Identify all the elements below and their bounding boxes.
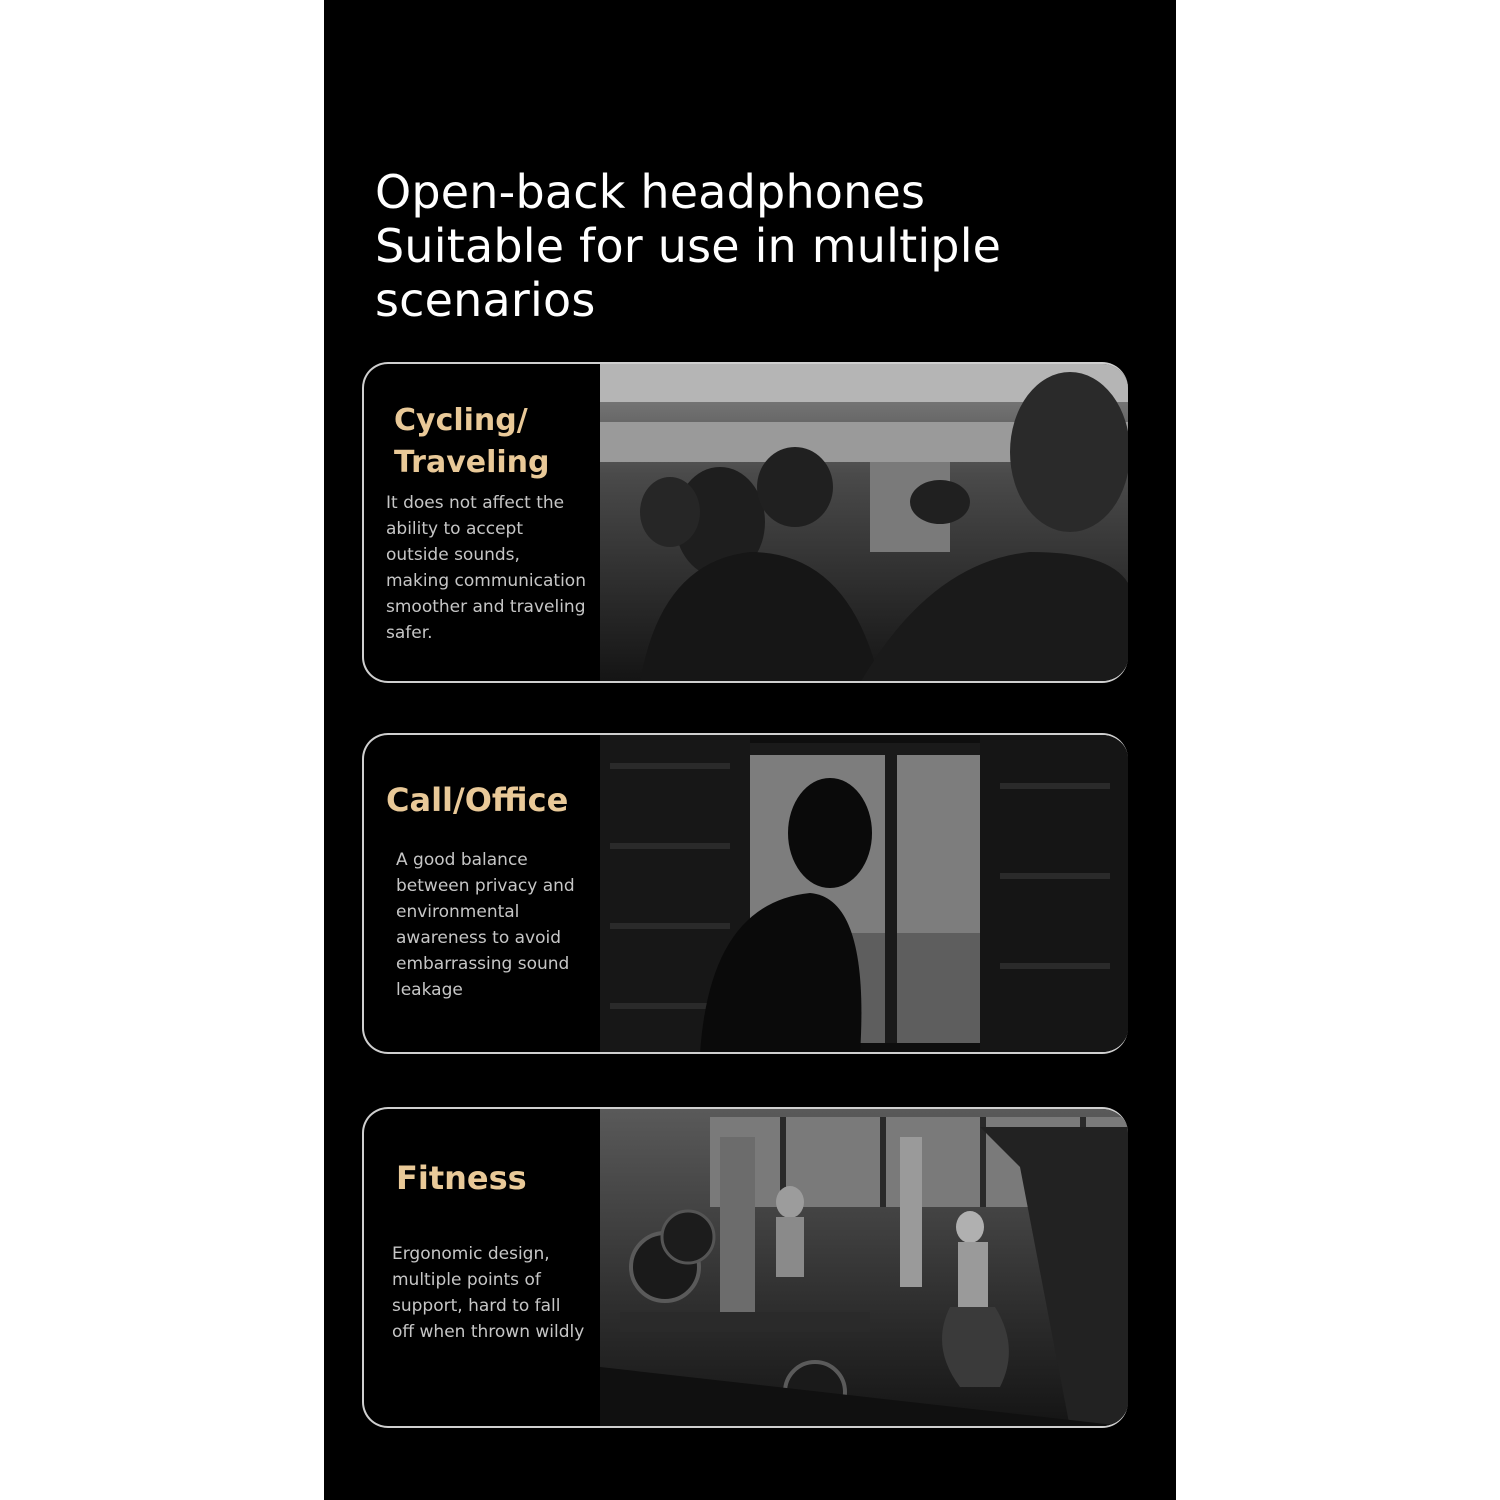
card-title (394, 400, 550, 484)
headline (375, 165, 1135, 327)
desc-line: outside sounds, (386, 545, 520, 565)
card-title (396, 1157, 527, 1199)
desc-line: leakage (396, 980, 463, 1000)
card-description (386, 490, 596, 646)
card-text (364, 364, 600, 681)
headline-line-1: Open-back headphones (375, 164, 926, 219)
desc-line: awareness to avoid (396, 928, 562, 948)
card-title-line-2: Traveling (394, 445, 550, 480)
content-panel (324, 0, 1176, 1500)
card-title-line-1: Fitness (396, 1159, 527, 1197)
card-text (364, 1109, 600, 1426)
desc-line: It does not affect the (386, 493, 565, 513)
headline-line-2: Suitable for use in multiple (375, 218, 1002, 273)
desc-line: embarrassing sound (396, 954, 570, 974)
man-in-office-by-window-photo (600, 733, 1128, 1054)
scenario-card-call-office (362, 733, 1128, 1054)
commuters-on-train-photo (600, 362, 1128, 683)
card-title-line-1: Call/Office (386, 781, 569, 819)
desc-line: safer. (386, 623, 433, 643)
desc-line: multiple points of (392, 1270, 541, 1290)
card-description (392, 1241, 602, 1345)
card-text (364, 735, 600, 1052)
gym-workout-photo (600, 1107, 1128, 1428)
scenario-card-cycling-traveling (362, 362, 1128, 683)
scenario-card-fitness (362, 1107, 1128, 1428)
desc-line: making communication (386, 571, 586, 591)
card-description (396, 847, 606, 1003)
desc-line: Ergonomic design, (392, 1244, 550, 1264)
card-title (386, 779, 568, 821)
desc-line: environmental (396, 902, 520, 922)
card-title-line-1: Cycling/ (394, 403, 528, 438)
headline-line-3: scenarios (375, 272, 596, 327)
desc-line: between privacy and (396, 876, 575, 896)
desc-line: off when thrown wildly (392, 1322, 585, 1342)
desc-line: smoother and traveling (386, 597, 586, 617)
desc-line: A good balance (396, 850, 528, 870)
desc-line: support, hard to fall (392, 1296, 561, 1316)
desc-line: ability to accept (386, 519, 524, 539)
